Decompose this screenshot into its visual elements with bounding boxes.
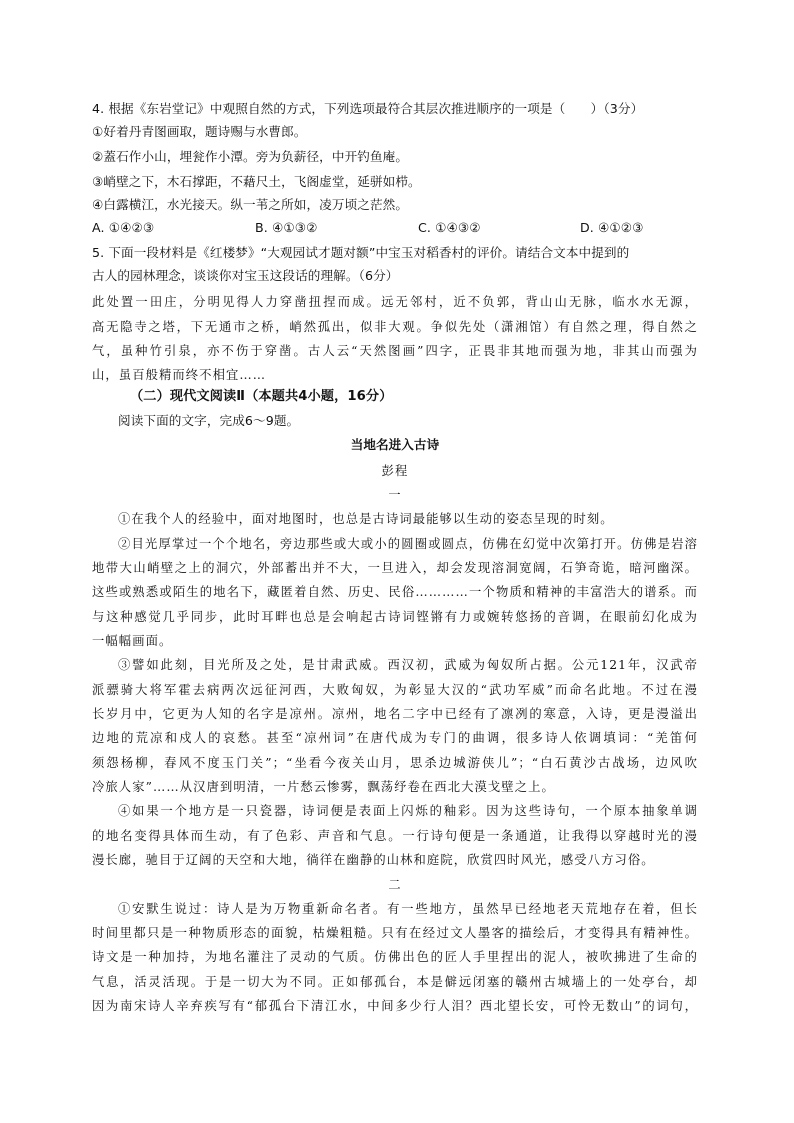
body-line: 边地的荒凉和戍人的哀愁。甚至“凉州词”在唐代成为专门的曲调，很多诗人依调填词：“羌笛何 [92,731,698,745]
body-line: 冷旅人家”……从汉唐到明清，一片愁云惨雾，飘荡纾卷在西北大漠戈壁之上。 [92,780,555,794]
body-line: 与这种感觉几乎同步，此时耳畔也总是会响起古诗词铿锵有力或婉转悠扬的音调，在眼前幻化成为 [92,610,698,624]
q4-item-4: ④白露横江，水光接天。纵一苇之所如，凌万顷之茫然。 [92,197,409,212]
body-line: 派骠骑大将军霍去病两次远征河西，大败匈奴，为彰显大汉的“武功军威”而命名此地。不过在漫 [92,683,698,697]
section-heading: （二）现代文阅读Ⅱ（本题共4小题，16分） [130,389,393,404]
q4-option-a: A. ①④②③ [92,220,155,235]
body-line: ②目光厚掌过一个个地名，旁边那些或大或小的圆圈或圆点，仿佛在幻觉中次第打开。仿佛是岩溶 [118,537,698,551]
body-line: 地带大山峭壁之上的洞穴，外部蓄出并不大，一旦进入，却会发现溶洞宽阔，石笋奇诡，暗河幽深。 [92,561,698,575]
q5-material-line: 此处置一田庄，分明见得人力穿凿扭捏而成。远无邻村，近不负郭，背山山无脉，临水水无源， [92,295,698,309]
body-line: 须怨杨柳，春风不度玉门关”；“坐看今夜关山月，思杀边城游侠儿”；“白石黄沙古战场，边风吹 [92,756,698,770]
q4-option-b: B. ④①③② [255,220,318,235]
q5-material-line: 高无隐寺之塔，下无通市之桥，峭然孤出，似非大观。争似先处（潇湘馆）有自然之理，得自然之 [92,320,698,334]
part-marker: 一 [388,488,402,502]
part-marker: 二 [388,878,402,892]
body-line: 一幅幅画面。 [92,634,173,648]
article-title: 当地名进入古诗 [350,437,440,452]
article-author: 彭程 [381,464,409,478]
body-line: ①安默生说过：诗人是为万物重新命名者。有一些地方，虽然早已经地老天荒地存在着，但长 [118,902,698,916]
body-line: 这些或熟悉或陌生的地名下，藏匿着自然、历史、民俗…………一个物质和精神的丰富浩大的谱系。而 [92,585,698,599]
q5-material-line: 气，虽种竹引泉，亦不伤于穿凿。古人云“天然图画”四字，正畏非其地而强为地，非其山而强为 [92,344,698,358]
q4-item-1: ①好着丹青图画取，题诗赐与水曹郎。 [92,124,307,139]
body-line: 气息，活灵活现。于是一切大为不同。正如郁孤台，本是僻远闭塞的赣州古城墙上的一处亭台，却 [92,975,698,989]
q5-stem-line: 5. 下面一段材料是《红楼梦》“大观园试才题对额”中宝玉对稻香村的评价。请结合文本中提到的 [92,245,630,260]
q4-option-c: C. ①④③② [418,220,481,235]
body-line: 因为南宋诗人辛弃疾写有“郁孤台下清江水，中间多少行人泪？西北望长安，可怜无数山”的词句， [92,999,698,1013]
body-line: 漫长廊，驰目于辽阔的天空和大地，徜徉在幽静的山林和庭院，欣赏四时风光，感受八方习俗。 [92,853,655,867]
q4-option-d: D. ④①②③ [580,220,644,235]
body-line: 诗文是一种加持，为地名灌注了灵动的气质。仿佛出色的匠人手里捏出的泥人，被吹拂进了生命的 [92,950,698,964]
body-line: ③譬如此刻，目光所及之处，是甘肃武威。西汉初，武威为匈奴所占据。公元121年，汉武帝 [118,658,698,672]
q5-stem-line: 古人的园林理念，谈谈你对宝玉这段话的理解。（6分） [92,268,399,283]
body-line: 长岁月中，它更为人知的名字是凉州。凉州，地名二字中已经有了凛冽的寒意，入诗，更是漫溢出 [92,707,698,721]
q5-material-line: 山，虽百般精而终不相宜…… [92,368,267,382]
body-line: ④如果一个地方是一只瓷器，诗词便是表面上闪烁的釉彩。因为这些诗句，一个原本抽象单调 [118,804,698,818]
body-line: ①在我个人的经验中，面对地图时，也总是古诗词最能够以生动的姿态呈现的时刻。 [118,512,614,526]
section-instruction: 阅读下面的文字，完成6～9题。 [118,413,300,428]
q4-item-2: ②蓋石作小山，埋瓮作小潭。旁为负薪径，中开钓鱼庵。 [92,149,409,164]
q4-item-3: ③峭壁之下，木石撑距，不藉尺土，飞阁虚堂，延骈如栉。 [92,174,421,189]
body-line: 时间里都只是一种物质形态的面貌，枯燥粗糙。只有在经过文人墨客的描绘后，才变得具有精神性。 [92,926,698,940]
q4-stem: 4. 根据《东岩堂记》中观照自然的方式，下列选项最符合其层次推进顺序的一项是（ ）（3分） [92,101,644,116]
body-line: 的地名变得具体而生动，有了色彩、声音和气息。一行诗句便是一条通道，让我得以穿越时光的漫 [92,829,698,843]
